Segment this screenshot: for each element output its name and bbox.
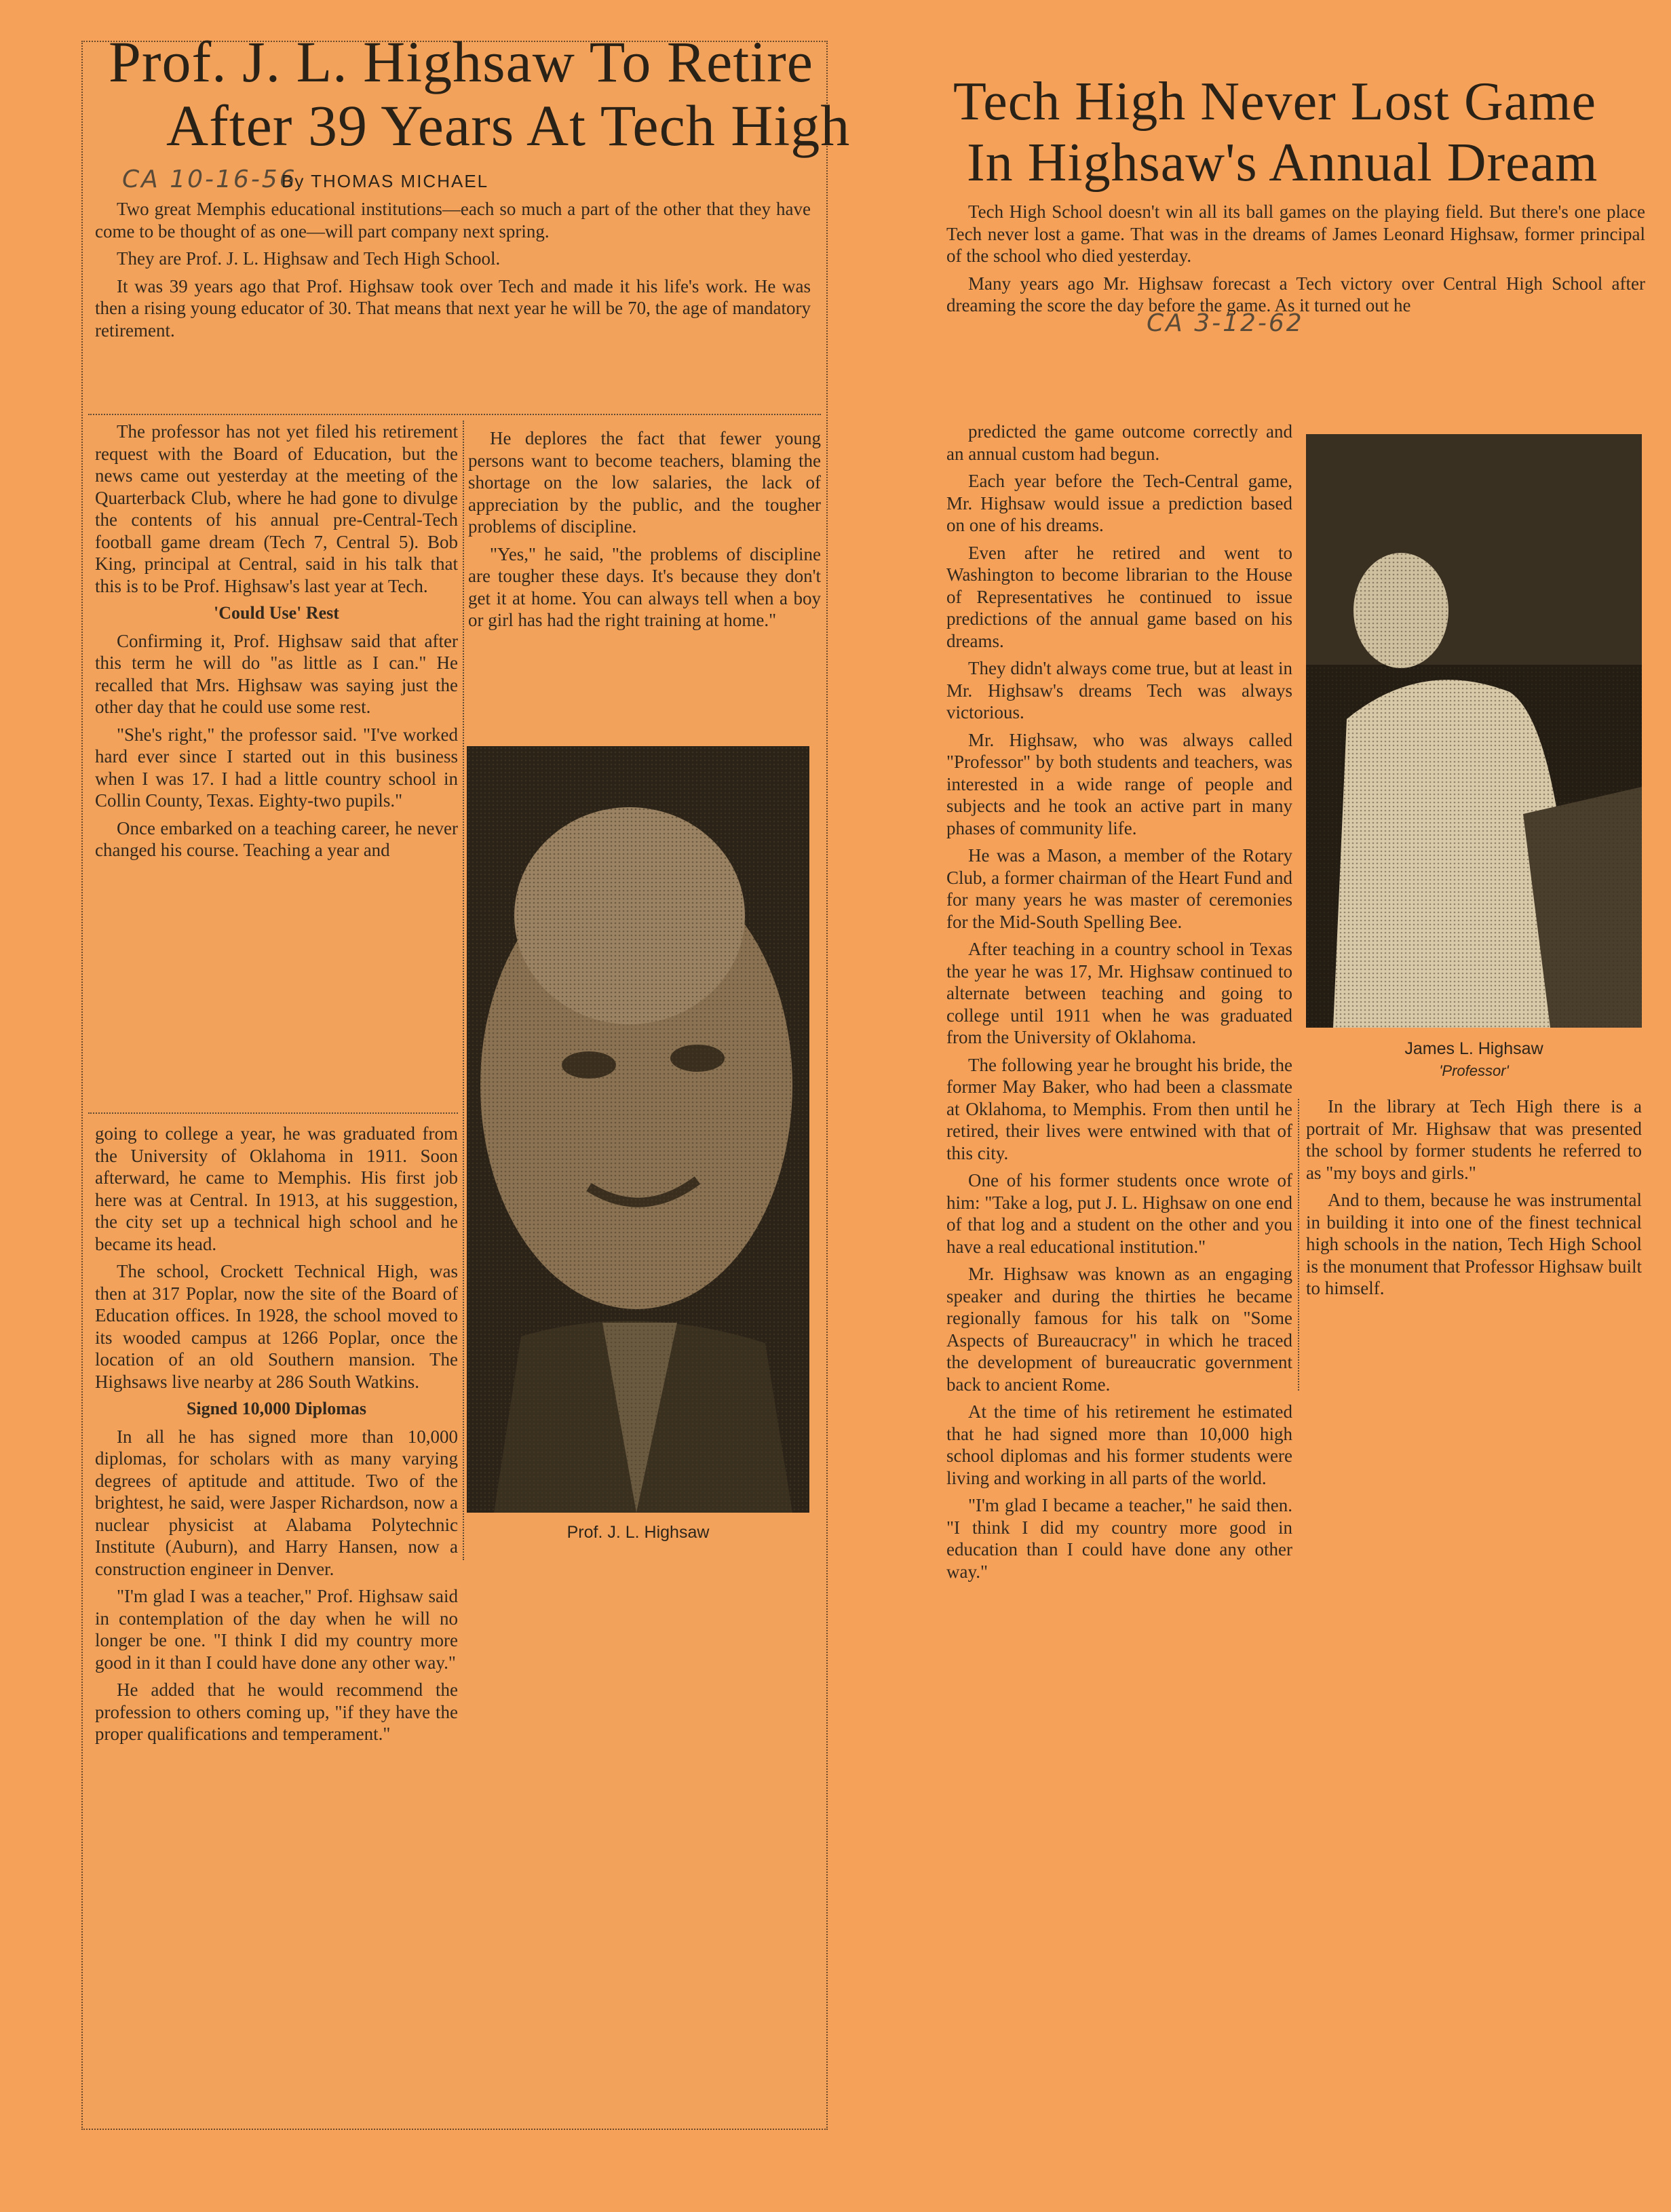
left-headline-line1: Prof. J. L. Highsaw To Retire [109, 29, 813, 94]
paragraph: In all he has signed more than 10,000 diplomas, for scholars with as many varying degrees of aptitude and attitude. Two of the brightest, he said, were Jasper Richardson, now a nuclear physicist at Alabama Polytechnic Institute (Auburn), and Harry Hansen, now a construction engineer in Denver. [95, 1426, 458, 1579]
paragraph: Each year before the Tech-Central game, Mr. Highsaw would issue a prediction based on one of his dreams. [946, 471, 1292, 535]
paragraph: going to college a year, he was graduated from the University of Oklahoma in 1911. Soon afterward, he came to Memphis. His first job here was at Central. In 1913, at his suggestion, the city set up a technical high school and he became its head. [95, 1123, 458, 1254]
left-divider [88, 414, 821, 415]
subhead-signed-diplomas: Signed 10,000 Diplomas [186, 1399, 367, 1418]
left-handwritten-date: CA 10-16-56 [122, 166, 297, 193]
left-photo-caption: Prof. J. L. Highsaw [566, 1523, 710, 1542]
left-byline: By THOMAS MICHAEL [282, 171, 489, 191]
paragraph: Mr. Highsaw, who was always called "Professor" by both students and teachers, was interested in a wide range of people and subjects and he took an active part in many phases of community life. [946, 729, 1292, 838]
paragraph: "She's right," the professor said. "I've worked hard ever since I started out in this business when I was 17. I had a little country school in Collin County, Texas. Eighty-two pupils." [95, 724, 458, 811]
left-headline-line2: After 39 Years At Tech High [166, 93, 851, 158]
paragraph: At the time of his retirement he estimated that he had signed more than 10,000 high school diplomas and his former students were living and working in all parts of the world. [946, 1401, 1292, 1488]
paragraph: He deplores the fact that fewer young persons want to become teachers, blaming the shortage on the low salaries, the lack of appreciation by the public, and the tougher problems of discipline. [468, 428, 821, 537]
portrait-image [467, 746, 809, 1513]
paragraph: Confirming it, Prof. Highsaw said that after this term he will do "as little as I can." He recalled that Mrs. Highsaw was saying just the other day that he could use some rest. [95, 630, 458, 717]
paragraph: He added that he would recommend the profession to others coming up, "if they have the proper qualifications and temperament." [95, 1680, 458, 1744]
paragraph: Tech High School doesn't win all its ball games on the playing field. But there's one place Tech never lost a game. That was in the dreams of James Leonard Highsaw, former principal of the school who died yesterday. [946, 201, 1645, 266]
right-headline-line2: In Highsaw's Annual Dream [967, 133, 1598, 193]
left-col1-continued [95, 1123, 458, 1751]
right-photo-caption-name: James L. Highsaw [1404, 1039, 1543, 1058]
paragraph: Even after he retired and went to Washington to become librarian to the House of Representatives he continued to issue predictions of the annual game based on his dreams. [946, 542, 1292, 651]
subhead-could-use-rest: 'Could Use' Rest [214, 603, 339, 623]
paragraph: "I'm glad I became a teacher," he said then. "I think I did my country more good in education than I could have done any other way." [946, 1495, 1292, 1582]
paragraph: After teaching in a country school in Texas the year he was 17, Mr. Highsaw continued to alternate between teaching and going to college until 1911 when he was graduated from the University of Oklahoma. [946, 939, 1292, 1047]
paragraph: In the library at Tech High there is a portrait of Mr. Highsaw that was presented the school by former students he referred to as "my boys and girls." [1306, 1096, 1642, 1183]
paragraph: "I'm glad I was a teacher," Prof. Highsaw said in contemplation of the day when he will no longer be one. "I think I did my country more good in it than I could have done any other way." [95, 1586, 458, 1673]
paragraph: Two great Memphis educational institutions—each so much a part of the other that they have come to be thought of as one—will part company next spring. [95, 199, 811, 241]
left-column-rule [463, 421, 464, 1560]
paragraph: They are Prof. J. L. Highsaw and Tech High School. [117, 248, 501, 269]
paragraph: "Yes," he said, "the problems of discipline are tougher these days. It's because they don't get it at home. You can always tell when a boy or girl has had the right training at home." [468, 543, 821, 630]
right-headline-line1: Tech High Never Lost Game [953, 72, 1596, 132]
paragraph: One of his former students once wrote of him: "Take a log, put J. L. Highsaw on one end of that log and a student on the other and you have a real educational institution." [946, 1170, 1292, 1257]
right-column-rule [1298, 1099, 1299, 1391]
paragraph: Once embarked on a teaching career, he never changed his course. Teaching a year and [95, 817, 458, 860]
right-handwritten-date: CA 3-12-62 [1147, 309, 1304, 337]
left-col2 [468, 427, 821, 637]
left-col1 [95, 421, 458, 867]
paragraph: And to them, because he was instrumental in building it into one of the finest technical high schools in the nation, Tech High School is the monument that Professor Highsaw built to himself. [1306, 1190, 1642, 1298]
paragraph: The following year he brought his bride, the former May Baker, who had been a classmate at Oklahoma, to Memphis. From then until he retired, their lives were entwined with that of this city. [946, 1054, 1292, 1163]
left-portrait-photo [467, 746, 809, 1513]
paragraph: The school, Crockett Technical High, was then at 317 Poplar, now the site of the Board of Education offices. In 1928, the school moved to its wooded campus at 1266 Poplar, once the location of an old Southern mansion. The Highsaws live nearby at 286 South Watkins. [95, 1261, 458, 1392]
right-intro [946, 201, 1645, 322]
left-col1-divider [88, 1112, 458, 1114]
right-col2 [1306, 1095, 1642, 1305]
paragraph: He was a Mason, a member of the Rotary Club, a former chairman of the Heart Fund and for many years he was master of ceremonies for the Mid-South Spelling Bee. [946, 845, 1292, 932]
paragraph: It was 39 years ago that Prof. Highsaw took over Tech and made it his life's work. He was then a rising young educator of 30. That means that next year he will be 70, the age of mandatory retirement. [95, 275, 811, 341]
paragraph: Many years ago Mr. Highsaw forecast a Tech victory over Central High School after dreaming the score the day before the game. As it turned out he [946, 273, 1645, 315]
paragraph: Mr. Highsaw was known as an engaging speaker and during the thirties he became regionally famous for his talk on "Some Aspects of Bureaucracy" in which he traced the development of bureaucratic government back to ancient Rome. [946, 1264, 1292, 1395]
left-intro [95, 198, 811, 347]
paragraph: The professor has not yet filed his retirement request with the Board of Education, but the news came out yesterday at the meeting of the Quarterback Club, where he had gone to divulge the contents of his annual pre-Central-Tech football game dream (Tech 7, Central 5). Bob King, principal at Central, said in his talk that this is to be Prof. Highsaw's last year at Tech. [95, 421, 458, 596]
paragraph: predicted the game outcome correctly and an annual custom had begun. [946, 421, 1292, 464]
right-photo-caption-role: 'Professor' [1439, 1062, 1509, 1079]
paragraph: They didn't always come true, but at least in Mr. Highsaw's dreams Tech was always victorious. [946, 658, 1292, 722]
right-portrait-photo [1306, 434, 1642, 1028]
portrait-image [1306, 434, 1642, 1028]
right-col1 [946, 421, 1292, 1588]
